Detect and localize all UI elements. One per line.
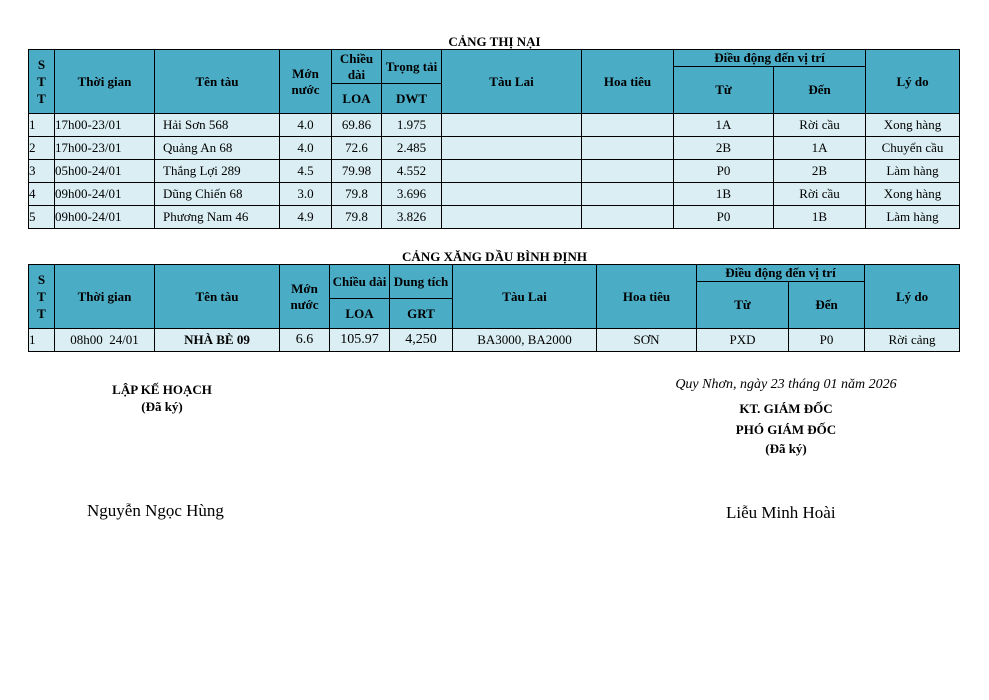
cell-from: 1B bbox=[674, 183, 774, 206]
cell-loa: 79.8 bbox=[332, 183, 382, 206]
cell-dwt: 3.696 bbox=[382, 183, 442, 206]
thi-nai-schedule-table bbox=[28, 49, 960, 229]
cell-ship-name: Phương Nam 46 bbox=[155, 206, 280, 229]
header-tau-lai: Tàu Lai bbox=[453, 265, 597, 329]
header-trong-tai: Trọng tải bbox=[382, 50, 442, 84]
cell-tug bbox=[442, 206, 582, 229]
deputy-director-name: Liễu Minh Hoài bbox=[726, 503, 836, 522]
header-grt: GRT bbox=[390, 299, 453, 329]
cell-grt: 4,250 bbox=[390, 329, 453, 352]
cell-reason: Rời cảng bbox=[865, 329, 960, 352]
xang-dau-schedule-table bbox=[28, 264, 960, 352]
table-row bbox=[29, 206, 960, 229]
cell-from: PXD bbox=[697, 329, 789, 352]
cell-pilot bbox=[582, 137, 674, 160]
header-hoa-tieu: Hoa tiêu bbox=[597, 265, 697, 329]
cell-pilot: SƠN bbox=[597, 329, 697, 352]
header-mon-nuoc: Mớn nước bbox=[280, 50, 332, 114]
header-ten-tau: Tên tàu bbox=[155, 50, 280, 114]
header-tu: Từ bbox=[674, 67, 774, 114]
cell-draft: 4.0 bbox=[280, 114, 332, 137]
cell-loa: 79.98 bbox=[332, 160, 382, 183]
table-row bbox=[29, 137, 960, 160]
cell-stt: 2 bbox=[29, 137, 55, 160]
cell-time: 08h00 24/01 bbox=[55, 329, 155, 352]
cell-to: P0 bbox=[789, 329, 865, 352]
header-stt: S T T bbox=[29, 265, 55, 329]
cell-reason: Làm hàng bbox=[866, 206, 960, 229]
cell-to: 2B bbox=[774, 160, 866, 183]
header-chieu-dai: Chiều dài bbox=[330, 265, 390, 299]
cell-to: 1A bbox=[774, 137, 866, 160]
planner-title: LẬP KẾ HOẠCH bbox=[112, 382, 212, 397]
cell-reason: Xong hàng bbox=[866, 114, 960, 137]
header-ly-do: Lý do bbox=[866, 50, 960, 114]
header-loa: LOA bbox=[330, 299, 390, 329]
cell-tug bbox=[442, 160, 582, 183]
cell-pilot bbox=[582, 160, 674, 183]
cell-loa: 105.97 bbox=[330, 329, 390, 352]
cell-to: 1B bbox=[774, 206, 866, 229]
header-dieu-dong: Điều động đến vị trí bbox=[697, 265, 865, 282]
cell-tug bbox=[442, 137, 582, 160]
cell-ship-name: Hải Sơn 568 bbox=[155, 114, 280, 137]
header-chieu-dai: Chiều dài bbox=[332, 50, 382, 84]
header-den: Đến bbox=[774, 67, 866, 114]
planner-name: Nguyễn Ngọc Hùng bbox=[87, 501, 224, 520]
header-dung-tich: Dung tích bbox=[390, 265, 453, 299]
cell-stt: 1 bbox=[29, 114, 55, 137]
section1-title: CẢNG THỊ NẠI bbox=[448, 34, 541, 49]
header-stt: S T T bbox=[29, 50, 55, 114]
left-signature-block bbox=[62, 381, 262, 415]
header-den: Đến bbox=[789, 282, 865, 329]
header-tu: Từ bbox=[697, 282, 789, 329]
cell-draft: 3.0 bbox=[280, 183, 332, 206]
cell-time: 05h00-24/01 bbox=[55, 160, 155, 183]
header-loa: LOA bbox=[332, 84, 382, 114]
cell-from: 1A bbox=[674, 114, 774, 137]
place-date: Quy Nhơn, ngày 23 tháng 01 năm 2026 bbox=[675, 377, 897, 392]
cell-tug bbox=[442, 114, 582, 137]
right-signed-note: (Đã ký) bbox=[765, 441, 807, 456]
cell-draft: 6.6 bbox=[280, 329, 330, 352]
cell-pilot bbox=[582, 206, 674, 229]
header-mon-nuoc: Mớn nước bbox=[280, 265, 330, 329]
cell-loa: 72.6 bbox=[332, 137, 382, 160]
cell-loa: 69.86 bbox=[332, 114, 382, 137]
header-thoi-gian: Thời gian bbox=[55, 50, 155, 114]
table-row bbox=[29, 183, 960, 206]
cell-stt: 3 bbox=[29, 160, 55, 183]
header-ten-tau: Tên tàu bbox=[155, 265, 280, 329]
deputy-director-title: PHÓ GIÁM ĐỐC bbox=[735, 422, 837, 437]
right-signature-block bbox=[686, 398, 886, 457]
cell-time: 09h00-24/01 bbox=[55, 183, 155, 206]
cell-dwt: 1.975 bbox=[382, 114, 442, 137]
cell-time: 17h00-23/01 bbox=[55, 137, 155, 160]
cell-to: Rời cầu bbox=[774, 183, 866, 206]
table-row bbox=[29, 160, 960, 183]
cell-tug: BA3000, BA2000 bbox=[453, 329, 597, 352]
cell-reason: Chuyển cầu bbox=[866, 137, 960, 160]
director-title: KT. GIÁM ĐỐC bbox=[739, 401, 833, 416]
cell-pilot bbox=[582, 183, 674, 206]
cell-stt: 5 bbox=[29, 206, 55, 229]
cell-ship-name: Thắng Lợi 289 bbox=[155, 160, 280, 183]
table-row bbox=[29, 329, 960, 352]
cell-stt: 4 bbox=[29, 183, 55, 206]
cell-from: 2B bbox=[674, 137, 774, 160]
cell-loa: 79.8 bbox=[332, 206, 382, 229]
header-ly-do: Lý do bbox=[865, 265, 960, 329]
cell-dwt: 4.552 bbox=[382, 160, 442, 183]
cell-dwt: 3.826 bbox=[382, 206, 442, 229]
cell-time: 17h00-23/01 bbox=[55, 114, 155, 137]
header-tau-lai: Tàu Lai bbox=[442, 50, 582, 114]
cell-tug bbox=[442, 183, 582, 206]
header-thoi-gian: Thời gian bbox=[55, 265, 155, 329]
cell-draft: 4.0 bbox=[280, 137, 332, 160]
cell-ship-name: NHÀ BÈ 09 bbox=[155, 329, 280, 352]
cell-pilot bbox=[582, 114, 674, 137]
cell-draft: 4.9 bbox=[280, 206, 332, 229]
header-hoa-tieu: Hoa tiêu bbox=[582, 50, 674, 114]
header-dwt: DWT bbox=[382, 84, 442, 114]
cell-draft: 4.5 bbox=[280, 160, 332, 183]
header-dieu-dong: Điều động đến vị trí bbox=[674, 50, 866, 67]
cell-time: 09h00-24/01 bbox=[55, 206, 155, 229]
cell-reason: Làm hàng bbox=[866, 160, 960, 183]
section2-title: CẢNG XĂNG DẦU BÌNH ĐỊNH bbox=[402, 249, 587, 264]
cell-ship-name: Quảng An 68 bbox=[155, 137, 280, 160]
cell-from: P0 bbox=[674, 160, 774, 183]
cell-stt: 1 bbox=[29, 329, 55, 352]
left-signed-note: (Đã ký) bbox=[141, 399, 183, 414]
cell-reason: Xong hàng bbox=[866, 183, 960, 206]
table-row bbox=[29, 114, 960, 137]
cell-to: Rời cầu bbox=[774, 114, 866, 137]
cell-ship-name: Dũng Chiến 68 bbox=[155, 183, 280, 206]
cell-from: P0 bbox=[674, 206, 774, 229]
cell-dwt: 2.485 bbox=[382, 137, 442, 160]
